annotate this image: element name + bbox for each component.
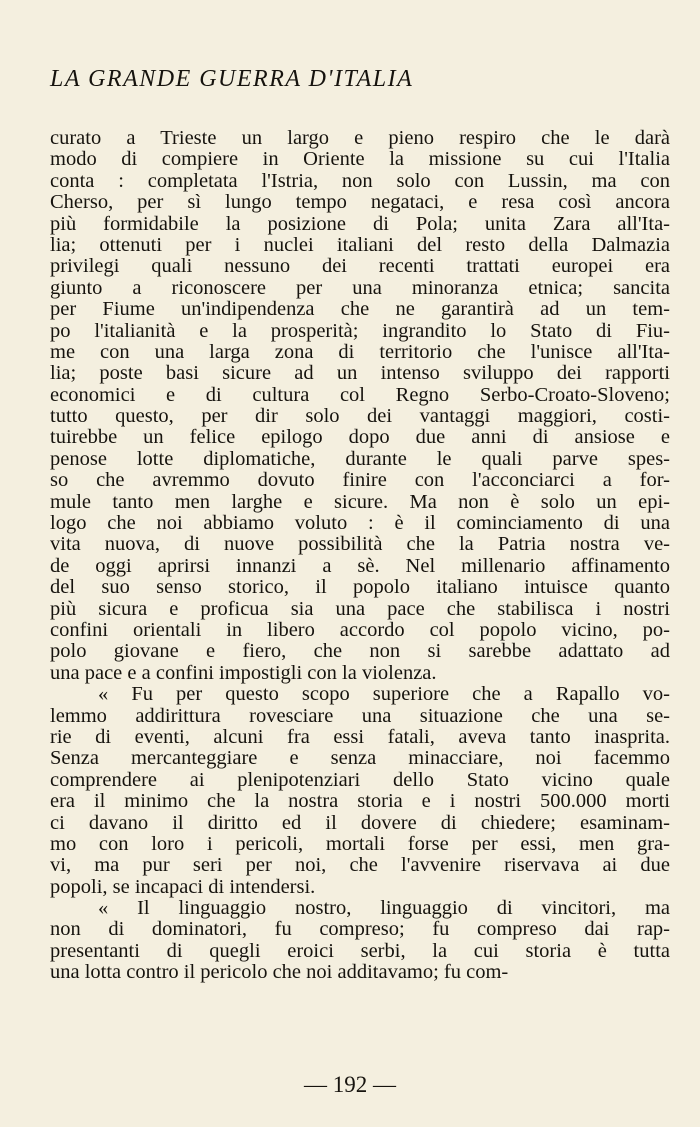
text-line: una lotta contro il pericolo che noi additavamo; fu com- bbox=[50, 961, 509, 984]
text-line: presentanti di quegli eroici serbi, la cui storia è tutta bbox=[50, 939, 670, 962]
text-line: conta : completata l'Istria, non solo con Lussin, ma con bbox=[50, 169, 670, 192]
text-line: per Fiume un'indipendenza che ne garantirà ad un tem- bbox=[50, 298, 670, 321]
text-line: vi, ma pur seri per noi, che l'avvenire riservava ai due bbox=[50, 854, 670, 877]
paragraph bbox=[50, 684, 670, 898]
body-text bbox=[50, 128, 670, 984]
text-line: privilegi quali nessuno dei recenti trattati europei era bbox=[50, 255, 670, 278]
text-line: polo giovane e fiero, che non si sarebbe adattato ad bbox=[50, 640, 670, 663]
text-line: po l'italianità e la prosperità; ingrandito lo Stato di Fiu- bbox=[50, 319, 670, 342]
text-line: tutto questo, per dir solo dei vantaggi maggiori, costi- bbox=[50, 405, 670, 428]
text-line: del suo senso storico, il popolo italiano intuisce quanto bbox=[50, 576, 670, 599]
text-line: de oggi aprirsi innanzi a sè. Nel millenario affinamento bbox=[50, 554, 670, 577]
text-line: penose lotte diplomatiche, durante le quali parve spes- bbox=[50, 447, 670, 470]
text-line: rie di eventi, alcuni fra essi fatali, aveva tanto inasprita. bbox=[50, 725, 670, 748]
paragraph bbox=[50, 898, 670, 984]
text-line: Senza mercanteggiare e senza minacciare, noi facemmo bbox=[50, 747, 670, 770]
text-line: più sicura e proficua sia una pace che stabilisca i nostri bbox=[50, 597, 670, 620]
text-line: comprendere ai plenipotenziari dello Stato vicino quale bbox=[50, 768, 670, 791]
text-line: mule tanto men larghe e sicure. Ma non è solo un epi- bbox=[50, 490, 670, 513]
text-line: « Il linguaggio nostro, linguaggio di vincitori, ma bbox=[98, 897, 670, 920]
text-line: giunto a riconoscere per una minoranza etnica; sancita bbox=[50, 276, 670, 299]
text-line: Cherso, per sì lungo tempo negataci, e resa così ancora bbox=[50, 191, 670, 214]
text-line: era il minimo che la nostra storia e i nostri 500.000 morti bbox=[50, 790, 670, 813]
text-line: lia; poste basi sicure ad un intenso sviluppo dei rapporti bbox=[50, 362, 670, 385]
text-line: logo che noi abbiamo voluto : è il cominciamento di una bbox=[50, 512, 670, 535]
text-line: economici e di cultura col Regno Serbo-Croato-Sloveno; bbox=[50, 383, 670, 406]
text-line: vita nuova, di nuove possibilità che la Patria nostra ve- bbox=[50, 533, 670, 556]
text-line: ci davano il diritto ed il dovere di chiedere; esaminam- bbox=[50, 811, 670, 834]
text-line: so che avremmo dovuto finire con l'acconciarci a for- bbox=[50, 469, 670, 492]
text-line: me con una larga zona di territorio che l'unisce all'Ita- bbox=[50, 340, 670, 363]
page-number: — 192 — bbox=[304, 1072, 396, 1097]
text-line: « Fu per questo scopo superiore che a Rapallo vo- bbox=[98, 683, 670, 706]
text-line: lemmo addirittura rovesciare una situazione che una se- bbox=[50, 704, 670, 727]
text-line: lia; ottenuti per i nuclei italiani del resto della Dalmazia bbox=[50, 233, 670, 256]
text-line: mo con loro i pericoli, mortali forse per essi, men gra- bbox=[50, 832, 670, 855]
text-line: curato a Trieste un largo e pieno respiro che le darà bbox=[50, 127, 670, 149]
text-line: modo di compiere in Oriente la missione su cui l'Italia bbox=[50, 148, 670, 171]
paragraph bbox=[50, 128, 670, 684]
text-line: popoli, se incapaci di intendersi. bbox=[50, 875, 316, 898]
text-line: una pace e a confini impostigli con la violenza. bbox=[50, 661, 437, 684]
text-line: più formidabile la posizione di Pola; unita Zara all'Ita- bbox=[50, 212, 670, 235]
text-line: non di dominatori, fu compreso; fu compreso dai rap- bbox=[50, 918, 670, 941]
running-head: LA GRANDE GUERRA D'ITALIA bbox=[50, 66, 414, 92]
text-line: tuirebbe un felice epilogo dopo due anni di ansiose e bbox=[50, 426, 670, 449]
text-line: confini orientali in libero accordo col popolo vicino, po- bbox=[50, 618, 670, 641]
